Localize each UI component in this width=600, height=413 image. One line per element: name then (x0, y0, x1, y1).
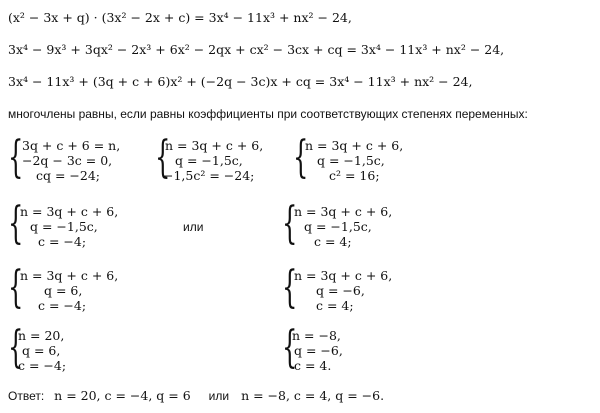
system-row: q = −1,5c, (175, 153, 243, 168)
system-row: n = 3q + c + 6, (305, 138, 404, 153)
answer-line (8, 388, 384, 404)
system-row: q = 6, (22, 343, 61, 358)
system-2 (155, 134, 305, 184)
or-text: или (183, 220, 204, 234)
system-row: c = −4; (38, 234, 87, 249)
system-row: n = 3q + c + 6, (165, 138, 264, 153)
system-row: n = 3q + c + 6, (294, 204, 393, 219)
system-row: −1,5c² = −24; (163, 168, 255, 183)
system-row: c = 4. (294, 358, 332, 373)
brace-icon: { (282, 322, 298, 373)
system-row: q = −1,5c, (317, 153, 385, 168)
system-row: 3q + c + 6 = n, (22, 138, 121, 153)
system-row: −2q − 3c = 0, (22, 153, 113, 168)
equation-line-2: 3x⁴ − 9x³ + 3qx² − 2x³ + 6x² − 2qx + cx² − 3cx + cq = 3x⁴ − 11x³ + nx² − 24, (8, 42, 505, 57)
answer-or: или (208, 389, 230, 403)
system-row: c = 4; (316, 298, 354, 313)
answer-part-2: n = −8, c = 4, q = −6. (241, 388, 385, 403)
brace-icon: { (8, 322, 24, 373)
equation-line-3: 3x⁴ − 11x³ + (3q + c + 6)x² + (−2q − 3c)x + cq = 3x⁴ − 11x³ + nx² − 24, (8, 74, 473, 89)
system-7 (282, 264, 432, 314)
brace-icon: { (282, 198, 298, 249)
answer-label: Ответ: (8, 389, 45, 403)
system-row: n = 3q + c + 6, (294, 268, 393, 283)
brace-icon: { (293, 132, 309, 183)
brace-icon: { (155, 132, 171, 183)
system-8 (8, 324, 158, 374)
brace-icon: { (8, 262, 24, 313)
answer-part-1: n = 20, c = −4, q = 6 (54, 388, 191, 403)
system-row: n = 3q + c + 6, (20, 268, 119, 283)
system-row: n = 20, (18, 328, 65, 343)
system-row: q = −1,5c, (30, 219, 98, 234)
system-row: n = −8, (292, 328, 341, 343)
system-row: q = −1,5c, (304, 219, 372, 234)
system-row: c = −4; (38, 298, 87, 313)
system-row: c² = 16; (329, 168, 380, 183)
brace-icon: { (8, 198, 24, 249)
system-row: q = −6, (294, 343, 343, 358)
explanation-text: многочлены равны, если равны коэффициенты при соответствующих степенях переменных: (8, 107, 528, 121)
system-row: c = −4; (18, 358, 67, 373)
system-1 (8, 134, 158, 184)
system-3 (293, 134, 443, 184)
system-row: n = 3q + c + 6, (20, 204, 119, 219)
brace-icon: { (282, 262, 298, 313)
system-row: cq = −24; (36, 168, 101, 183)
system-9 (282, 324, 432, 374)
system-row: q = −6, (316, 283, 365, 298)
brace-icon: { (8, 132, 24, 183)
system-4 (8, 200, 158, 250)
system-5 (282, 200, 432, 250)
system-row: q = 6, (44, 283, 83, 298)
system-row: c = 4; (314, 234, 352, 249)
equation-line-1: (x² − 3x + q) · (3x² − 2x + c) = 3x⁴ − 11x³ + nx² − 24, (8, 10, 352, 25)
system-6 (8, 264, 158, 314)
